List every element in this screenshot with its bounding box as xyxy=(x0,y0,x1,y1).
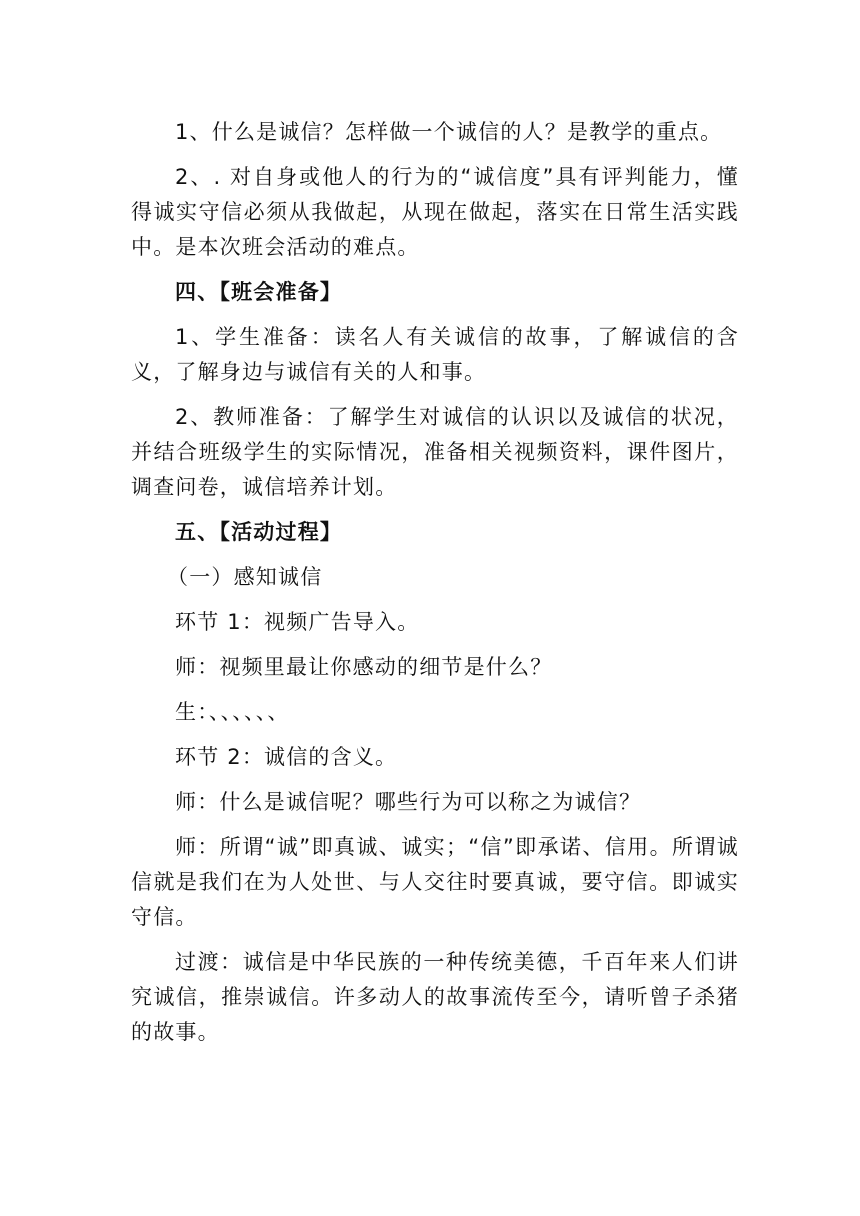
section-heading-preparation: 四、【班会准备】 xyxy=(175,280,343,304)
teacher-question-2: 师：什么是诚信呢？哪些行为可以称之为诚信？ xyxy=(175,790,642,814)
section-heading-process: 五、【活动过程】 xyxy=(175,520,343,544)
teacher-preparation: 2、教师准备：了解学生对诚信的认识以及诚信的状况，并结合班级学生的实际情况，准备相关视频资料，课件图片，调查问卷，诚信培养计划。 xyxy=(131,405,739,499)
step-1: 环节 1：视频广告导入。 xyxy=(175,610,420,634)
student-answer: 生：、、、、、、 xyxy=(175,700,290,724)
difficulty-point-2: 2、. 对自身或他人的行为的“诚信度”具有评判能力，懂得诚实守信必须从我做起，从现在做起，落实在日常生活实践中。是本次班会活动的难点。 xyxy=(131,165,739,259)
student-preparation: 1、学生准备：读名人有关诚信的故事，了解诚信的含义，了解身边与诚信有关的人和事。 xyxy=(131,325,739,384)
transition-text: 过渡：诚信是中华民族的一种传统美德，千百年来人们讲究诚信，推崇诚信。许多动人的故事流传至今，请听曾子杀猪的故事。 xyxy=(131,950,739,1044)
key-point-1: 1、什么是诚信？怎样做一个诚信的人？是教学的重点。 xyxy=(175,120,723,144)
subsection-perceive-integrity: （一）感知诚信 xyxy=(167,565,323,589)
teacher-question-1: 师：视频里最让你感动的细节是什么？ xyxy=(175,655,553,679)
teacher-explanation: 师：所谓“诚”即真诚、诚实；“信”即承诺、信用。所谓诚信就是我们在为人处世、与人交往时要真诚，要守信。即诚实守信。 xyxy=(131,835,739,929)
document-page xyxy=(131,115,739,1060)
step-2: 环节 2：诚信的含义。 xyxy=(175,745,398,769)
